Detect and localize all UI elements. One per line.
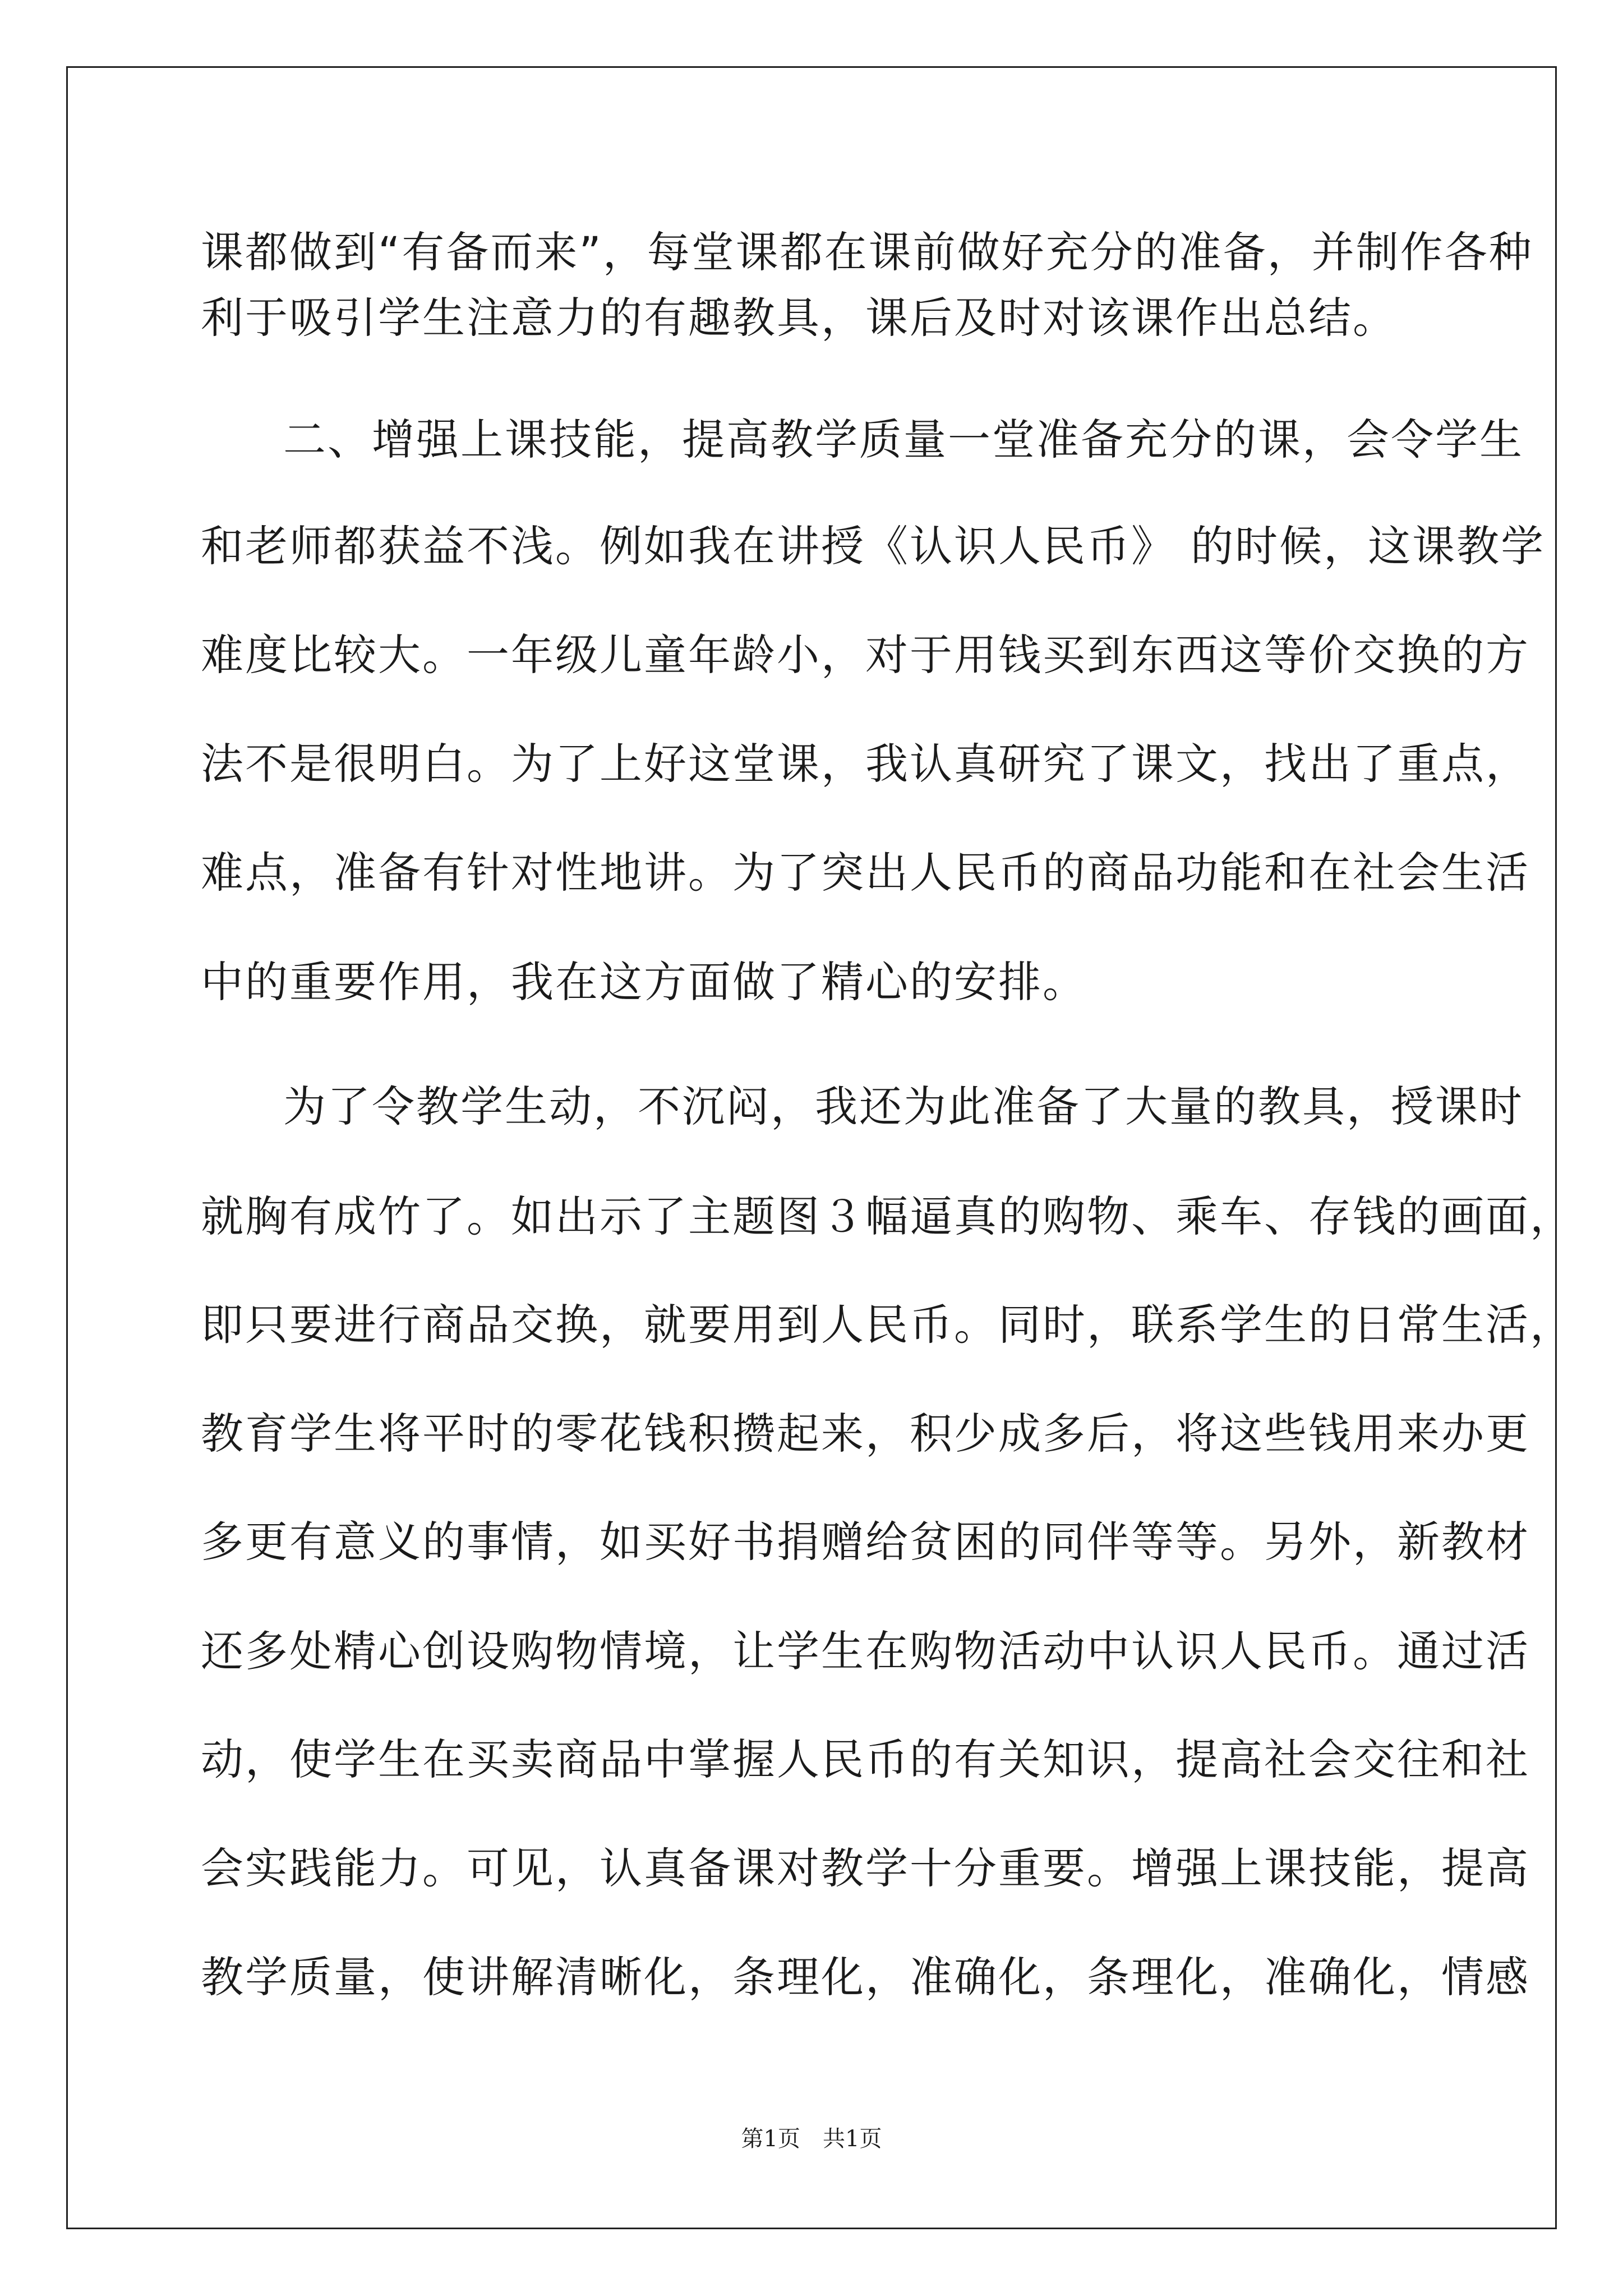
page-border	[66, 66, 1574, 2229]
paragraph-2-line-3: 难度比较大。一年级儿童年龄小，对于用钱买到东西这等价交换的方	[201, 630, 1530, 680]
paragraph-2-line-2: 和老师都获益不浅。例如我在讲授《认识人民币》 的时候，这课教学	[201, 521, 1546, 571]
text-line-2: 利于吸引学生注意力的有趣教具，课后及时对该课作出总结。	[201, 293, 1397, 343]
page-number-footer: 第1页 共1页	[741, 2126, 882, 2152]
paragraph-3-line-9: 教学质量，使讲解清晰化，条理化，准确化，条理化，准确化，情感	[201, 1952, 1530, 2002]
paragraph-3-line-6: 还多处精心创设购物情境，让学生在购物活动中认识人民币。通过活	[201, 1626, 1530, 1676]
paragraph-3-line-8: 会实践能力。可见，认真备课对教学十分重要。增强上课技能，提高	[201, 1843, 1530, 1893]
paragraph-3-line-7: 动，使学生在买卖商品中掌握人民币的有关知识，提高社会交往和社	[201, 1734, 1530, 1784]
paragraph-2-line-6: 中的重要作用，我在这方面做了精心的安排。	[201, 957, 1087, 1007]
paragraph-3-line-4: 教育学生将平时的零花钱积攒起来，积少成多后，将这些钱用来办更	[201, 1409, 1530, 1458]
paragraph-2-line-1: 二、增强上课技能，提高教学质量一堂准备充分的课，会令学生	[283, 415, 1524, 464]
paragraph-3-line-1: 为了令教学生动，不沉闷，我还为此准备了大量的教具，授课时	[283, 1082, 1524, 1131]
text-line-1: 课都做到“有备而来”，每堂课都在课前做好充分的准备，并制作各种	[201, 227, 1533, 277]
paragraph-2-line-5: 难点，准备有针对性地讲。为了突出人民币的商品功能和在社会生活	[201, 848, 1530, 898]
paragraph-3-line-5: 多更有意义的事情，如买好书捐赠给贫困的同伴等等。另外，新教材	[201, 1517, 1530, 1567]
paragraph-2-line-4: 法不是很明白。为了上好这堂课，我认真研究了课文，找出了重点，	[201, 739, 1530, 789]
paragraph-3-line-2: 就胸有成竹了。如出示了主题图３幅逼真的购物、乘车、存钱的画面，	[201, 1191, 1574, 1241]
paragraph-3-line-3: 即只要进行商品交换，就要用到人民币。同时，联系学生的日常生活，	[201, 1300, 1574, 1350]
